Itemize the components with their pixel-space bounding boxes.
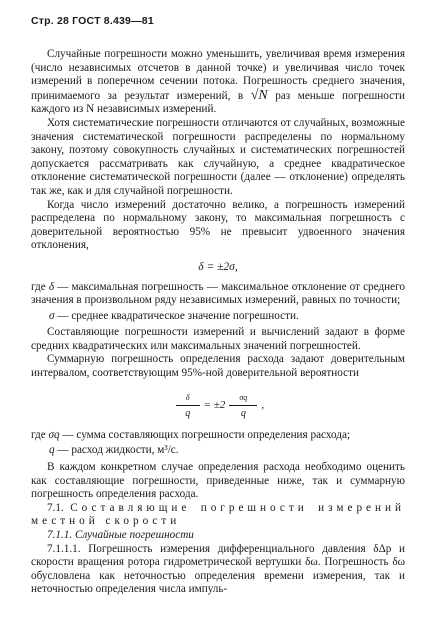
paragraph-components: Составляющие погрешности измерений и вычислений задают в форме средних квадратических или максимальных значений погрешностей. [31,326,405,352]
sqrt-n-symbol: √N [250,87,268,103]
page-header: Стр. 28 ГОСТ 8.439—81 [31,15,154,27]
fraction-delta-q: $\frac{\delta}{q}$ [176,391,200,421]
paragraph-estimate: В каждом конкретном случае определения расхода необходимо оценить как составляющие погрешности, приведенные ниже, так и суммарную погрешность определения расхода. [31,461,405,501]
definition-sigma: σ — среднее квадратическое значение погрешности. [49,309,299,322]
section-7-1-heading: 7.1. Составляющие погрешности измерений местной скорости [31,501,405,528]
formula-total-error: $\frac{\delta}{q}$ = ±2 $\frac{\sigma q}{q}$ , [31,391,405,421]
paragraph-systematic-errors: Хотя систематические погрешности отличаются от случайных, возможные значения систематической погрешности распределены по нормальному закону, поэтому совокупность случайных и систематических погрешностей допускается рассматривать как случайную, а среднее квадратическое отклонение систематической погрешности (далее — отклонение) определять так же, как и для случайной погрешности. [31,116,405,197]
definition-q: q — расход жидкости, м³/с. [49,444,179,457]
section-7-1-1-heading: 7.1.1. Случайные погрешности [47,529,194,541]
fraction-sigma-q: $\frac{\sigma q}{q}$ [229,391,257,421]
document-body [31,48,405,597]
paragraph-max-error: Когда число измерений достаточно велико, а погрешность измерений распределена по нормальному закону, то максимальная погрешность с доверительной вероятностью 95% не превысит удвоенного значения отклонения, [31,198,405,252]
paragraph-random-errors: Случайные погрешности можно уменьшить, увеличивая время измерения (число независимых отсчетов в данной точке) и увеличивая число точек измерений в поперечном сечении потока. Погрешность среднего значения, принимаемого за результат измерений, в √N раз меньше погрешности каждого из N независимых измерений. [31,48,405,116]
definition-sigma-q: где σq — сумма составляющих погрешности определения расхода; [31,428,351,441]
formula-max-error: δ = ±2σ, [198,260,238,273]
paragraph-7-1-1-1: 7.1.1.1. Погрешность измерения дифференциального давления δΔp и скорости вращения ротора гидрометрической вертушки δω. Погрешность δω обусловлена как неточностью определения времени измерения, так и неточностью определения числа импуль- [31,542,405,596]
paragraph-total-error: Суммарную погрешность определения расхода задают доверительным интервалом, соответствующим 95%-ной доверительной вероятности [31,353,405,380]
definition-delta: где δ — максимальная погрешность — максимальное отклонение от среднего значения в произвольном ряду независимых измерений, равных по точности; [31,280,406,307]
